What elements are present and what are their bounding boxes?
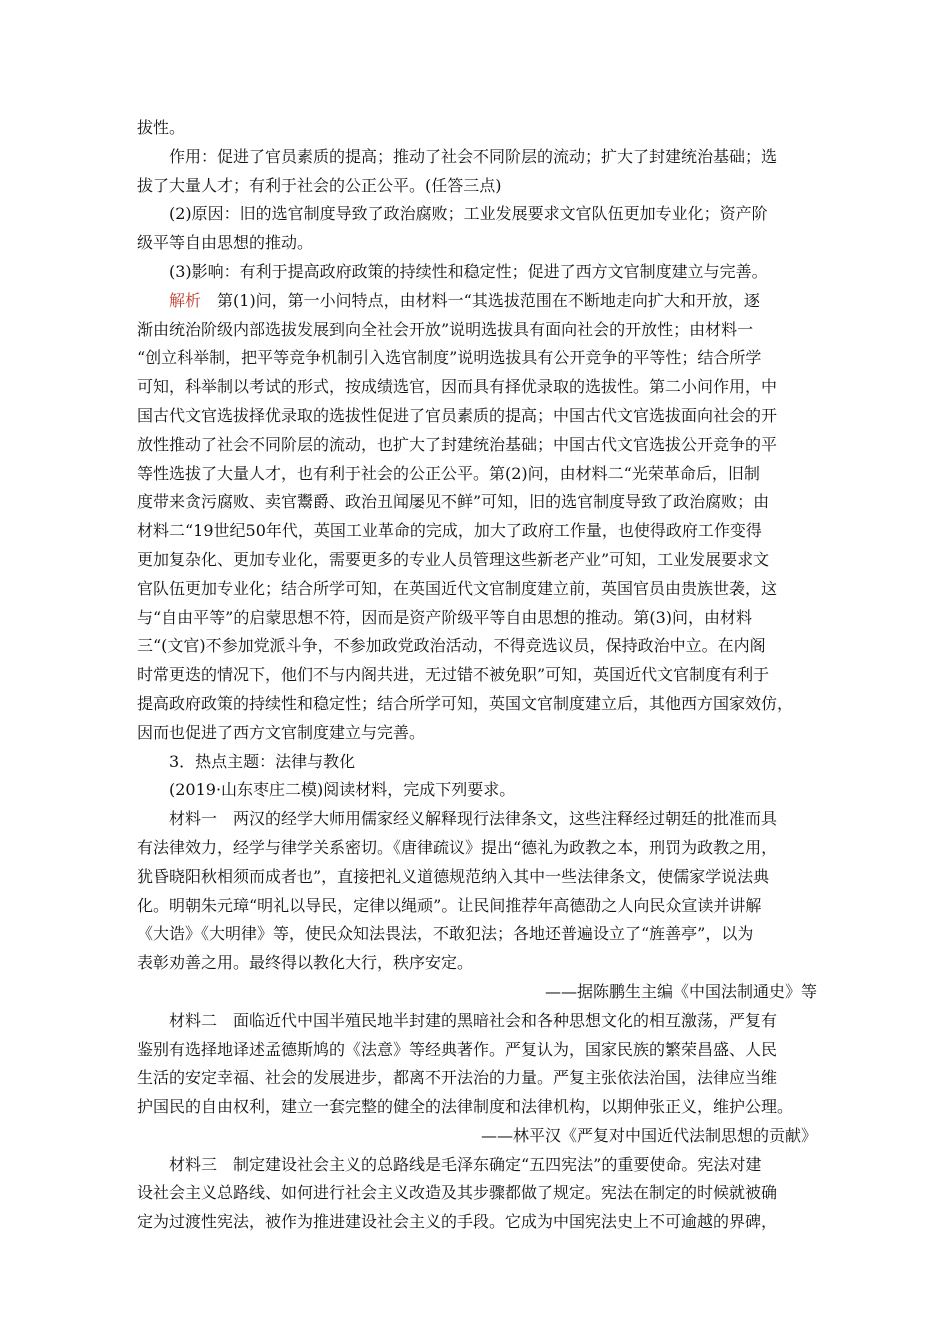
analysis-line: “创立科举制，把平等竞争机制引入选官制度”说明选拔具有公开竞争的平等性；结合所学 [137, 348, 762, 368]
question-source: (2019·山东枣庄二模)阅读材料，完成下列要求。 [169, 780, 516, 800]
analysis-line: 官队伍更加专业化；结合所学可知，在英国近代文官制度建立前，英国官员由贵族世袭，这 [137, 578, 778, 598]
analysis-text: 第(1)问，第一小问特点，由材料一“其选拔范围在不断地走向扩大和开放，逐 [201, 290, 760, 310]
analysis-line: 因而也促进了西方文官制度建立与完善。 [137, 722, 426, 742]
material-citation: ——林平汉《严复对中国近代法制思想的贡献》 [480, 1125, 817, 1145]
material-line: 《大诰》《大明律》等，使民众知法畏法，不敢犯法；各地还普遍设立了“旌善亭”，以为 [137, 924, 754, 944]
answer-line: 作用：促进了官员素质的提高；推动了社会不同阶层的流动；扩大了封建统治基础；选 [169, 146, 778, 166]
answer-line: (3)影响：有利于提高政府政策的持续性和稳定性；促进了西方文官制度建立与完善。 [169, 261, 768, 281]
analysis-line: 可知，科举制以考试的形式，按成绩选官，因而具有择优录取的选拔性。第二小问作用，中 [137, 377, 778, 397]
material-line: 材料一 两汉的经学大师用儒家经义解释现行法律条文，这些注释经过朝廷的批准而具 [169, 809, 778, 829]
material-line: 材料二 面临近代中国半殖民地半封建的黑暗社会和各种思想文化的相互激荡，严复有 [169, 1010, 778, 1030]
answer-line: 级平等自由思想的推动。 [137, 233, 314, 253]
analysis-line: 放性推动了社会不同阶层的流动，也扩大了封建统治基础；中国古代文官选拔公开竞争的平 [137, 434, 778, 454]
analysis-line: 更加复杂化、更加专业化，需要更多的专业人员管理这些新老产业”可知，工业发展要求文 [137, 549, 770, 569]
answer-line: 拔性。 [137, 118, 186, 137]
material-line: 有法律效力，经学与律学关系密切。《唐律疏议》提出“德礼为政教之本，刑罚为政教之用， [137, 837, 778, 857]
material-line: 表彰劝善之用。最终得以教化大行，秩序安定。 [137, 953, 474, 973]
analysis-line: 提高政府政策的持续性和稳定性；结合所学可知，英国文官制度建立后，其他西方国家效仿， [137, 693, 794, 713]
material-line: 设社会主义总路线、如何进行社会主义改造及其步骤都做了规定。宪法在制定的时候就被确 [137, 1183, 778, 1203]
material-line: 鉴别有选择地译述孟德斯鸠的《法意》等经典著作。严复认为，国家民族的繁荣昌盛、人民 [137, 1039, 778, 1059]
material-line: 材料三 制定建设社会主义的总路线是毛泽东确定“五四宪法”的重要使命。宪法对建 [169, 1154, 762, 1174]
analysis-line: 度带来贪污腐败、卖官鬻爵、政治丑闻屡见不鲜”可知，旧的选官制度导致了政治腐败；由 [137, 492, 770, 512]
material-line: 护国民的自由权利，建立一套完整的健全的法律制度和法律机构，以期伸张正义，维护公理。 [137, 1097, 794, 1117]
question-heading: 3．热点主题：法律与教化 [169, 751, 356, 771]
analysis-line: 时常更迭的情况下，他们不与内阁共进，无过错不被免职”可知，英国近代文官制度有利于 [137, 665, 770, 685]
answer-line: (2)原因：旧的选官制度导致了政治腐败；工业发展要求文官队伍更加专业化；资产阶 [169, 204, 768, 224]
answer-line: 拔了大量人才；有利于社会的公正公平。(任答三点) [137, 175, 502, 195]
document-page [137, 114, 817, 1237]
analysis-line: 国古代文官选拔择优录取的选拔性促进了官员素质的提高；中国古代文官选拔面向社会的开 [137, 405, 778, 425]
analysis-first-line [137, 287, 817, 316]
material-line: 生活的安定幸福、社会的发展进步，都离不开法治的力量。严复主张依法治国，法律应当维 [137, 1068, 778, 1088]
material-citation: ——据陈鹏生主编《中国法制通史》等 [544, 981, 817, 1001]
material-line: 化。明朝朱元璋“明礼以导民，定律以绳顽”。让民间推荐年高德劭之人向民众宣读并讲解 [137, 895, 762, 915]
analysis-line: 渐由统治阶级内部选拔发展到向全社会开放”说明选拔具有面向社会的开放性；由材料一 [137, 319, 754, 339]
material-line: 犹昏晓阳秋相须而成者也”，直接把礼义道德规范纳入其中一些法律条文，使儒家学说法典 [137, 866, 770, 886]
analysis-line: 与“自由平等”的启蒙思想不符，因而是资产阶级平等自由思想的推动。第(3)问，由材料 [137, 607, 753, 627]
analysis-line: 材料二“19世纪50年代，英国工业革命的完成，加大了政府工作量，也使得政府工作变得 [137, 521, 762, 541]
analysis-line: 三“(文官)不参加党派斗争，不参加政党政治活动，不得竞选议员，保持政治中立。在内阁 [137, 636, 766, 656]
analysis-line: 等性选拔了大量人才，也有利于社会的公正公平。第(2)问，由材料二“光荣革命后，旧制 [137, 463, 760, 483]
material-line: 定为过渡性宪法，被作为推进建设社会主义的手段。它成为中国宪法史上不可逾越的界碑， [137, 1212, 778, 1232]
analysis-label: 解析 [169, 290, 202, 310]
